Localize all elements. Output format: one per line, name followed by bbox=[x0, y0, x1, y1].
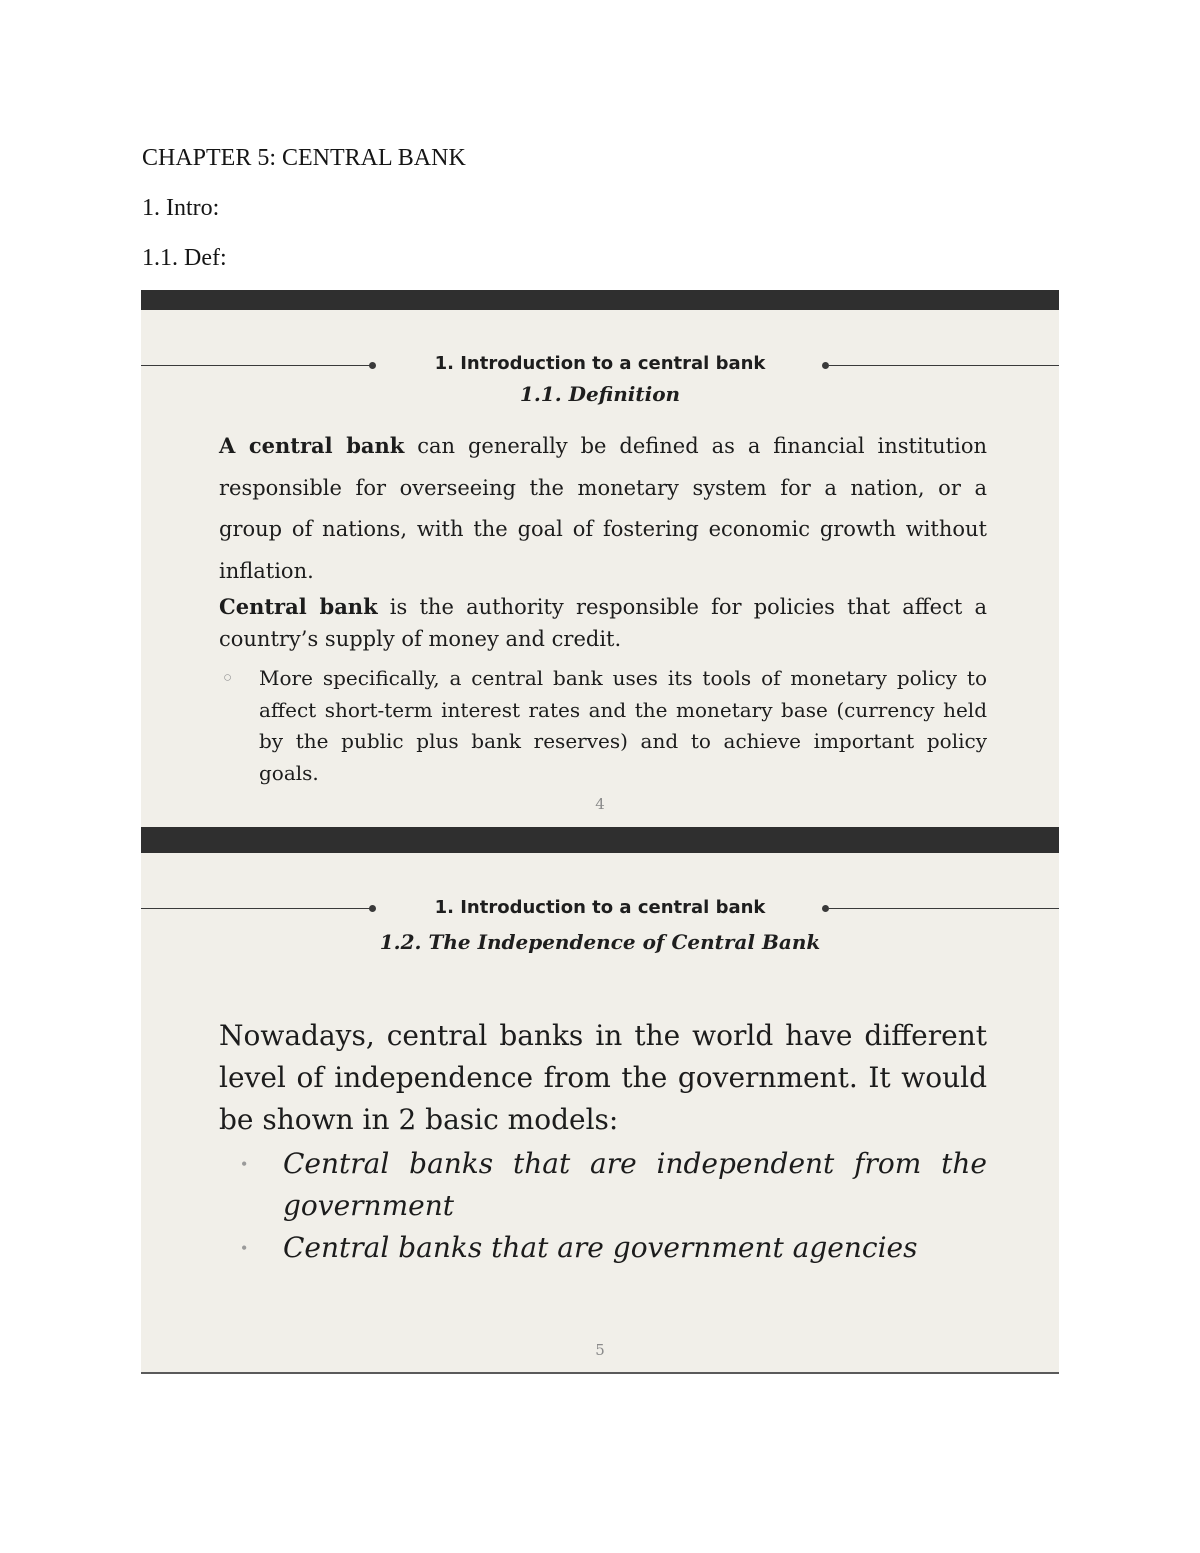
slide-page-number: 4 bbox=[595, 795, 605, 813]
bullet-icon: • bbox=[241, 1154, 248, 1174]
list-item-text: More specifically, a central bank uses its tools of monetary policy to affect short-term interest rates and the monetary base (currency held by the public plus bank reserves) and to achieve important policy goals. bbox=[259, 666, 987, 785]
slide-definition bbox=[141, 290, 1059, 827]
authority-paragraph bbox=[219, 591, 987, 655]
authority-term: Central bank bbox=[219, 594, 378, 619]
models-list bbox=[241, 1143, 987, 1269]
hollow-bullet-icon: ○ bbox=[223, 670, 233, 686]
slide-subheading: 1.2. The Independence of Central Bank bbox=[379, 930, 821, 954]
bullet-icon: • bbox=[241, 1238, 248, 1258]
definition-paragraph bbox=[219, 425, 987, 592]
independence-paragraph: Nowadays, central banks in the world have different level of independence from the government. It would be shown in 2 basic models: bbox=[219, 1019, 987, 1136]
intro-heading: 1. Intro: bbox=[142, 195, 220, 221]
definition-heading: 1.1. Def: bbox=[142, 245, 227, 271]
list-item-text: Central banks that are government agencies bbox=[283, 1231, 918, 1264]
list-item bbox=[223, 663, 987, 789]
list-item bbox=[241, 1227, 987, 1269]
slide-subheading: 1.1. Definition bbox=[519, 382, 681, 406]
slide-heading: 1. Introduction to a central bank bbox=[434, 897, 766, 918]
list-item bbox=[241, 1143, 987, 1227]
definition-term: A central bank bbox=[219, 433, 405, 458]
list-item-text: Central banks that are independent from the government bbox=[283, 1147, 987, 1222]
authority-text: is the authority responsible for policies that affect a country’s supply of money and credit. bbox=[219, 595, 987, 651]
slide-independence bbox=[141, 827, 1059, 1374]
chapter-title: CHAPTER 5: CENTRAL BANK bbox=[142, 145, 466, 171]
slide-heading: 1. Introduction to a central bank bbox=[434, 353, 766, 374]
slide-top-bar bbox=[141, 827, 1059, 853]
slide-page-number: 5 bbox=[595, 1341, 605, 1359]
definition-text: can generally be defined as a financial institution responsible for overseeing the monetary system for a nation, or a group of nations, with the goal of fostering economic growth without inflation. bbox=[219, 434, 987, 583]
slide-top-bar bbox=[141, 290, 1059, 310]
